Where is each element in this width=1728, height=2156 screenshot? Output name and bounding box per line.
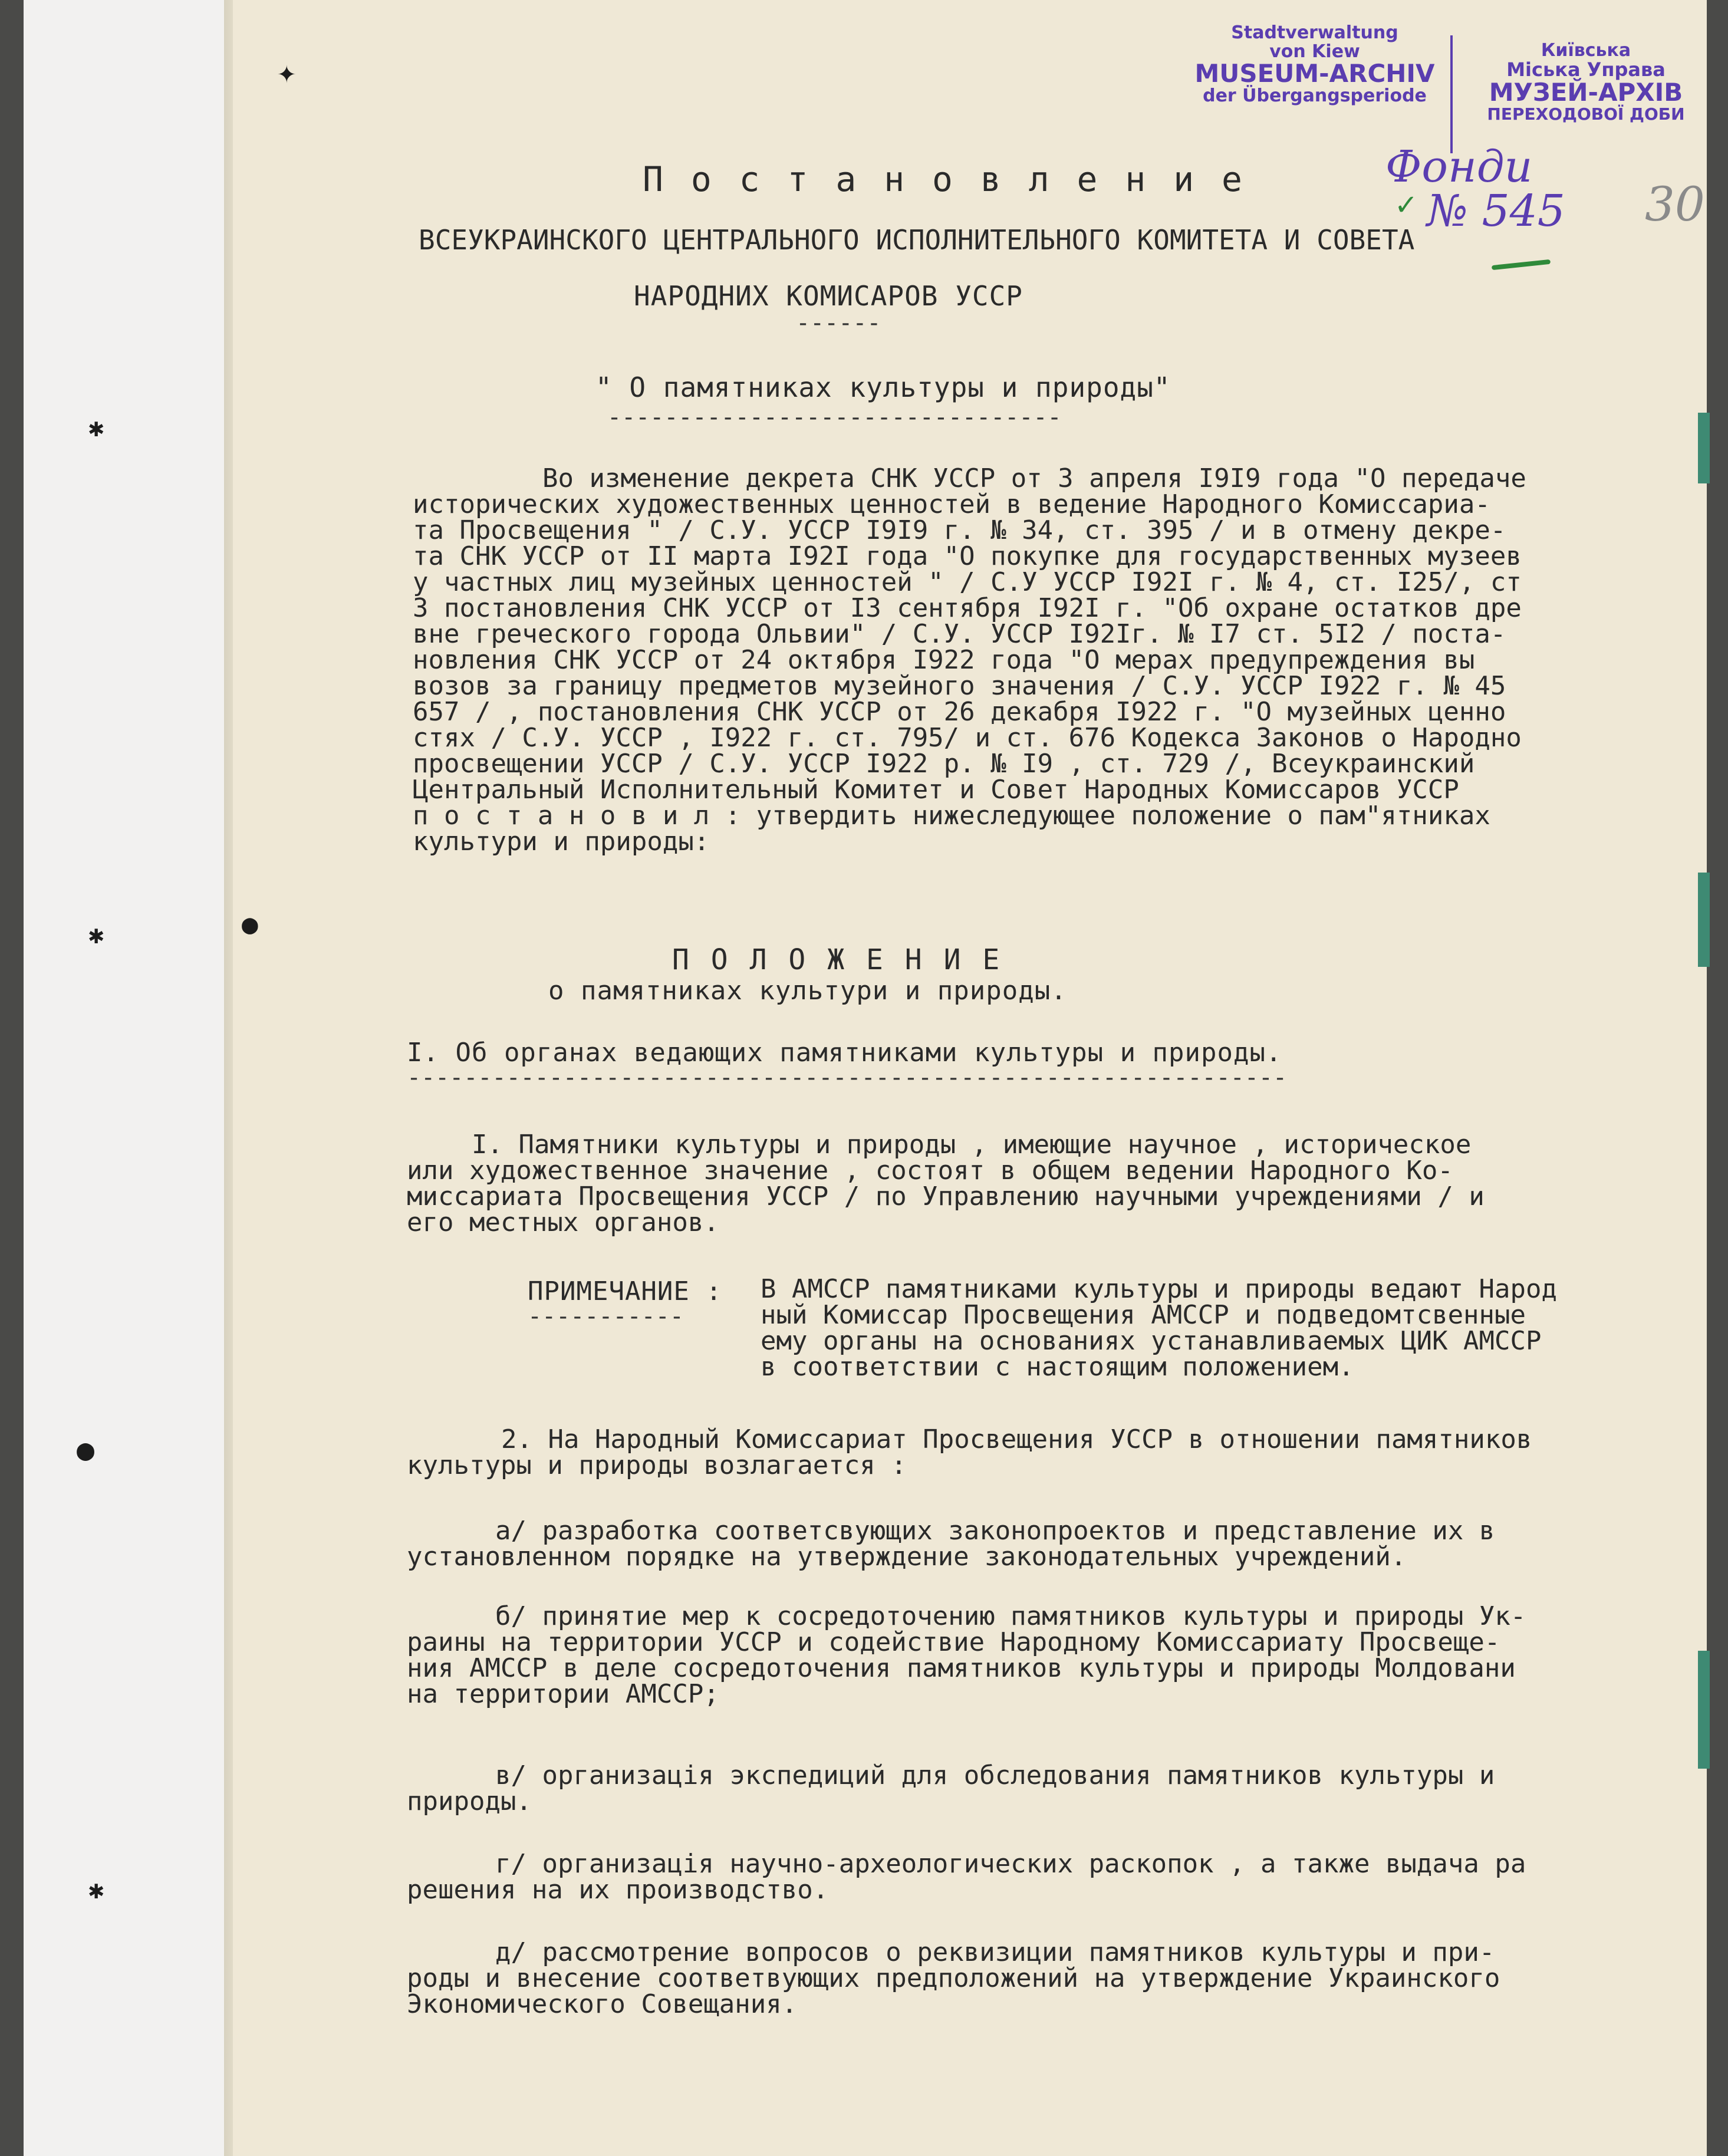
text-line: раины на территории УССР и содействие Народному Комиссариату Просвеще- [407, 1627, 1500, 1657]
text-line: ный Комиссар Просвещения АМССР и подведомтсвенные [761, 1300, 1526, 1330]
text-line: 2. На Народный Комиссариат Просвещения УССР в отношении памятников [501, 1424, 1532, 1454]
text-line: исторических художественных ценностей в ведение Народного Комиссариа- [413, 489, 1490, 519]
text-line: ния АМССР в деле сосредоточения памятников культуры и природы Молдовани [407, 1653, 1516, 1683]
text-line: его местных органов. [407, 1207, 719, 1237]
note-text [761, 1276, 1557, 1380]
text-line: в соответствии с настоящим положением. [761, 1352, 1354, 1382]
stamp-line: der Übergangsperiode [1203, 85, 1427, 107]
pencil-page-number: 30 [1645, 177, 1705, 232]
text-line: 657 / , постановления СНК УССР от 26 декабря І922 г. "О музейных ценно [413, 697, 1506, 727]
section-1-heading: І. Об органах ведающих памятниками культуры и природы. [407, 1038, 1282, 1068]
text-line: или художественное значение , состоят в общем ведении Народного Ко- [407, 1156, 1453, 1186]
regulation-subtitle: о памятниках культури и природы. [548, 976, 1067, 1006]
text-line: вне греческого города Ольвии" / С.У. УССР І92Іг. № І7 ст. 5І2 / поста- [413, 619, 1506, 649]
item-b [407, 1601, 1526, 1709]
item-g [407, 1851, 1526, 1903]
archive-stamp-german [1185, 24, 1444, 106]
regulation-title: П О Л О Ж Е Н И Е [672, 943, 1002, 976]
note-label-underline: ----------- [528, 1303, 684, 1330]
decree-heading: " О памятниках культуры и природы" [595, 371, 1171, 403]
text-line: та Просвещения " / С.У. УССР І9І9 г. № 34, ст. 395 / и в отмену декре- [413, 515, 1506, 545]
section-1-underline: -------------------------------------------------------------- [407, 1064, 1288, 1091]
text-line: у частных лиц музейных ценностей " / С.У УССР І92І г. № 4, ст. І25/, ст [413, 567, 1522, 597]
binding-hole-mark: ✱ [88, 920, 104, 950]
issuing-body-line-1: ВСЕУКРАИНСКОГО ЦЕНТРАЛЬНОГО ИСПОЛНИТЕЛЬНОГО КОМИТЕТА И СОВЕТА [419, 224, 1415, 256]
text-line: 3 постановления СНК УССР от ІЗ сентября І92І г. "Об охране остатков дре [413, 593, 1522, 623]
note-label: ПРИМЕЧАНИЕ : [528, 1276, 722, 1306]
stamp-line: МУЗЕЙ-АРХІВ [1489, 78, 1683, 107]
preamble-paragraph [413, 463, 1526, 857]
binding-hole-mark: ✱ [88, 413, 104, 443]
stamp-line: Stadtverwaltung [1231, 22, 1398, 43]
paragraph-1 [407, 1132, 1485, 1236]
text-line: роды и внесение соответвующих предположений на утверждение Украинского [407, 1963, 1500, 1993]
text-line: п о с т а н о в и л : утвердить нижеследующее положение о пам"ятниках [413, 801, 1490, 831]
stamp-line: ПЕРЕХОДОВОЇ ДОБИ [1487, 104, 1685, 124]
scan-background [24, 0, 233, 2156]
text-line: д/ рассмотрение вопросов о реквизиции памятников культуры и при- [495, 1937, 1495, 1967]
text-line: Во изменение декрета СНК УССР от 3 апреля І9І9 года "О передаче [542, 463, 1526, 493]
text-line: Экономического Совещания. [407, 1989, 798, 2019]
stamp-line: MUSEUM-ARCHIV [1194, 59, 1435, 88]
text-line: Центральный Исполнительный Комитет и Совет Народных Комиссаров УССР [413, 775, 1459, 805]
text-line: на территории АМССР; [407, 1679, 719, 1709]
archive-stamp-ukrainian [1462, 41, 1710, 123]
issuing-body-line-2: НАРОДНИХ КОМИСАРОВ УССР [634, 280, 1023, 312]
document-title: П о с т а н о в л е н и е [643, 159, 1246, 199]
fond-handwriting: Фонди [1385, 141, 1533, 192]
text-line: ему органы на основаниях устанавливаемых ЦИК АМССР [761, 1326, 1542, 1356]
binding-hole-mark: ● [242, 908, 258, 940]
green-check-mark: ✓ [1394, 189, 1418, 222]
text-line: та СНК УССР от ІІ марта І92І года "О покупке для государственных музеев [413, 541, 1522, 571]
text-line: природы. [407, 1786, 532, 1816]
stamp-divider [1450, 35, 1453, 153]
text-line: просвещении УССР / С.У. УССР І922 р. № І9 , ст. 729 /, Всеукраинский [413, 749, 1475, 779]
text-line: а/ разработка соответсвующих законопроектов и представление их в [495, 1516, 1495, 1546]
text-line: В АМССР памятниками культуры и природы ведают Народ [761, 1274, 1558, 1304]
text-line: установленном порядке на утверждение законодательных учреждений. [407, 1542, 1407, 1572]
text-line: І. Памятники культуры и природы , имеющие научное , историческое [472, 1130, 1472, 1160]
text-line: решения на их производство. [407, 1875, 829, 1905]
text-line: возов за границу предметов музейного значения / С.У. УССР І922 г. № 45 [413, 671, 1506, 701]
text-line: б/ принятие мер к сосредоточению памятников культуры и природы Ук- [495, 1601, 1526, 1631]
text-line: г/ организація научно-археологических раскопок , а также выдача ра [495, 1849, 1526, 1879]
item-a [407, 1518, 1495, 1570]
stamp-line: Київська [1541, 40, 1631, 61]
edge-marker [1698, 873, 1710, 967]
stamp-line: Міська Управа [1506, 58, 1666, 81]
text-line: новления СНК УССР от 24 октября І922 года "О мерах предупреждения вы [413, 645, 1475, 675]
edge-marker [1698, 413, 1710, 483]
fond-number-handwriting: № 545 [1427, 186, 1565, 236]
stamp-line: von Kiew [1269, 41, 1360, 62]
paragraph-2 [407, 1424, 1532, 1480]
binding-hole-mark: ● [77, 1433, 95, 1467]
binding-hole-mark: ✱ [88, 1875, 104, 1905]
text-line: миссариата Просвещения УССР / по Управлению научными учреждениями / и [407, 1181, 1485, 1212]
item-v [407, 1760, 1495, 1816]
item-d [407, 1937, 1500, 2019]
decree-heading-underline: -------------------------------- [607, 404, 1062, 431]
text-line: в/ организація экспедиций для обследования памятников культуры и [495, 1760, 1495, 1790]
text-line: культуры и природы возлагается : [407, 1450, 907, 1480]
text-line: культури и природы: [413, 827, 710, 857]
binding-hole-mark: ✦ [277, 53, 297, 90]
heading-underline: ------ [796, 310, 881, 337]
edge-marker [1698, 1651, 1710, 1769]
text-line: стях / С.У. УССР , І922 г. ст. 795/ и ст. 676 Кодекса Законов о Народно [413, 723, 1522, 753]
